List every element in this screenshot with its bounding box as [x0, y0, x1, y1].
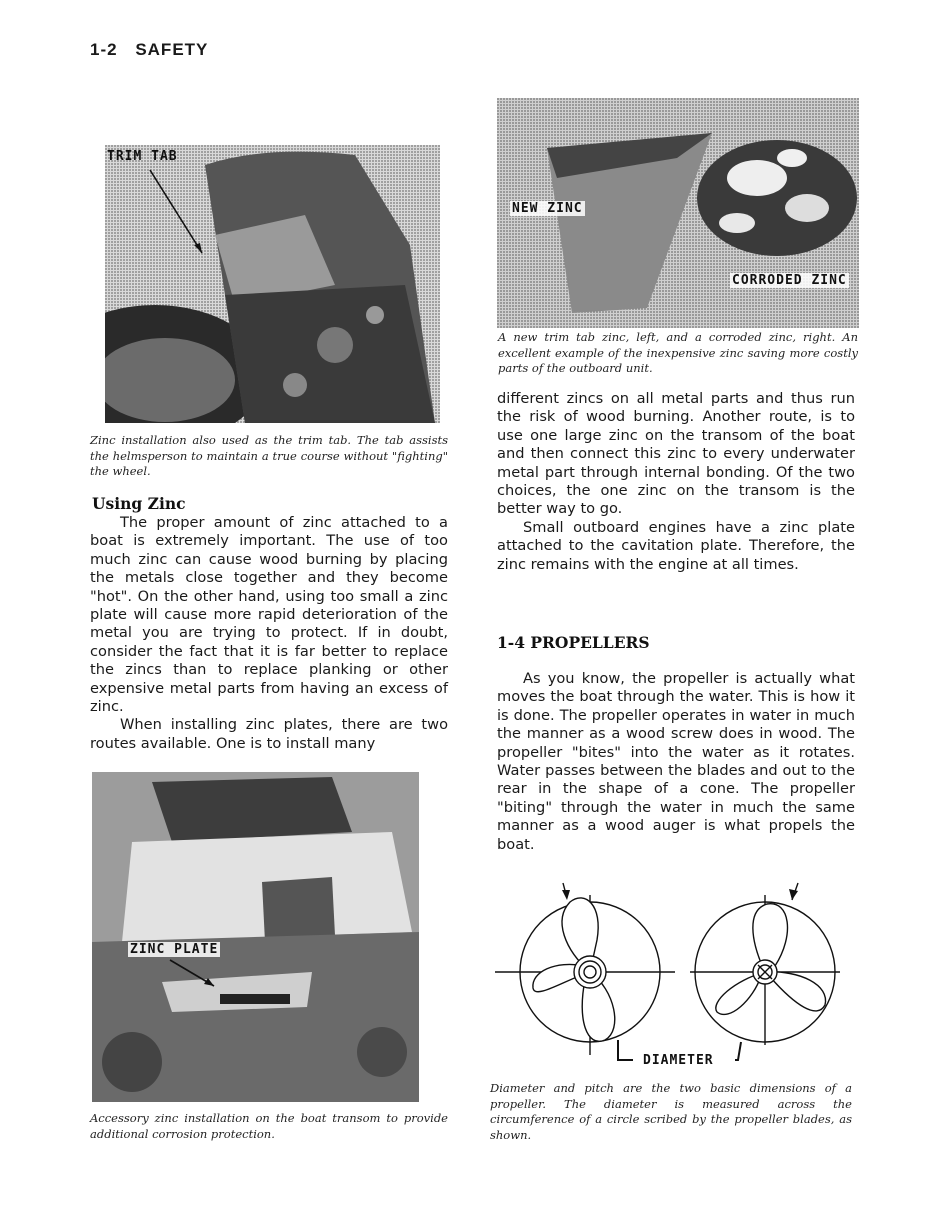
right-column-paragraph-2: Small outboard engines have a zinc plate attached to the cavitation plate. Therefore, the zinc remains with the engine at all times. — [497, 518, 855, 573]
trim-tab-label: TRIM TAB — [107, 149, 178, 164]
left-arrow-icon — [562, 890, 570, 900]
zinc-plate-caption: Accessory zinc installation on the boat transom to provide additional corrosion protection. — [90, 1111, 448, 1141]
propellers-body — [497, 670, 855, 854]
using-zinc-body — [90, 514, 448, 753]
using-zinc-paragraph-2: When installing zinc plates, there are two routes available. One is to install many — [90, 716, 448, 752]
corroded-zinc-label: CORRODED ZINC — [732, 273, 847, 288]
trim-tab-caption: Zinc installation also used as the trim tab. The tab assists the helmsperson to maintain a true course without "fighting" the wheel. — [90, 433, 448, 478]
propeller-diagram — [495, 880, 855, 1080]
page-number: 1-2 — [90, 40, 118, 59]
using-zinc-paragraph-1: The proper amount of zinc attached to a boat is extremely important. The use of too much zinc can cause wood burning by placing the metals close together and they become "hot". On the other hand, using too small a zinc plate will cause more rapid deterioration of the metal you are trying to protect. If in doubt, consider the fact that it is far better to replace the zincs than to replace planking or other expensive metal parts from having an excess of zinc. — [90, 514, 448, 716]
diameter-label: DIAMETER — [643, 1053, 714, 1068]
trim-tab-pointer — [105, 145, 440, 423]
right-column-body — [497, 390, 855, 574]
zinc-plate-pointer — [92, 772, 419, 1102]
propellers-paragraph: As you know, the propeller is actually what moves the boat through the water. This is how it is done. The propeller operates in water in much the manner as a wood screw does in wood. The propeller "bites" into the water as it rotates. Water passes between the blades and out to the rear in the shape of a cone. The propeller "biting" through the water in much the same manner as a wood auger is what propels the boat. — [497, 670, 855, 853]
propellers-heading: 1-4 PROPELLERS — [497, 633, 650, 652]
propeller-caption: Diameter and pitch are the two basic dimensions of a propeller. The diameter is measured across the circumference of a circle scribed by the propeller blades, as shown. — [490, 1081, 852, 1142]
new-zinc-label: NEW ZINC — [512, 201, 583, 216]
zinc-plate-label: ZINC PLATE — [130, 942, 219, 957]
right-column-paragraph-1: different zincs on all metal parts and thus run the risk of wood burning. Another route, is to use one large zinc on the transom of the boat and then connect this zinc to every underwater metal part through internal bonding. Of the two choices, the one zinc on the transom is the better way to go. — [497, 390, 855, 518]
trim-tab-photo — [105, 145, 440, 423]
section-title: SAFETY — [135, 40, 209, 59]
right-arrow-icon — [789, 889, 798, 900]
zinc-comparison-caption: A new trim tab zinc, left, and a corroded zinc, right. An excellent example of the inexpensive zinc saving more costly parts of the outboard unit. — [498, 330, 858, 375]
zinc-plate-photo — [92, 772, 419, 1102]
zinc-comparison-photo — [497, 98, 859, 328]
page-header — [90, 40, 208, 60]
using-zinc-heading: Using Zinc — [92, 494, 186, 513]
